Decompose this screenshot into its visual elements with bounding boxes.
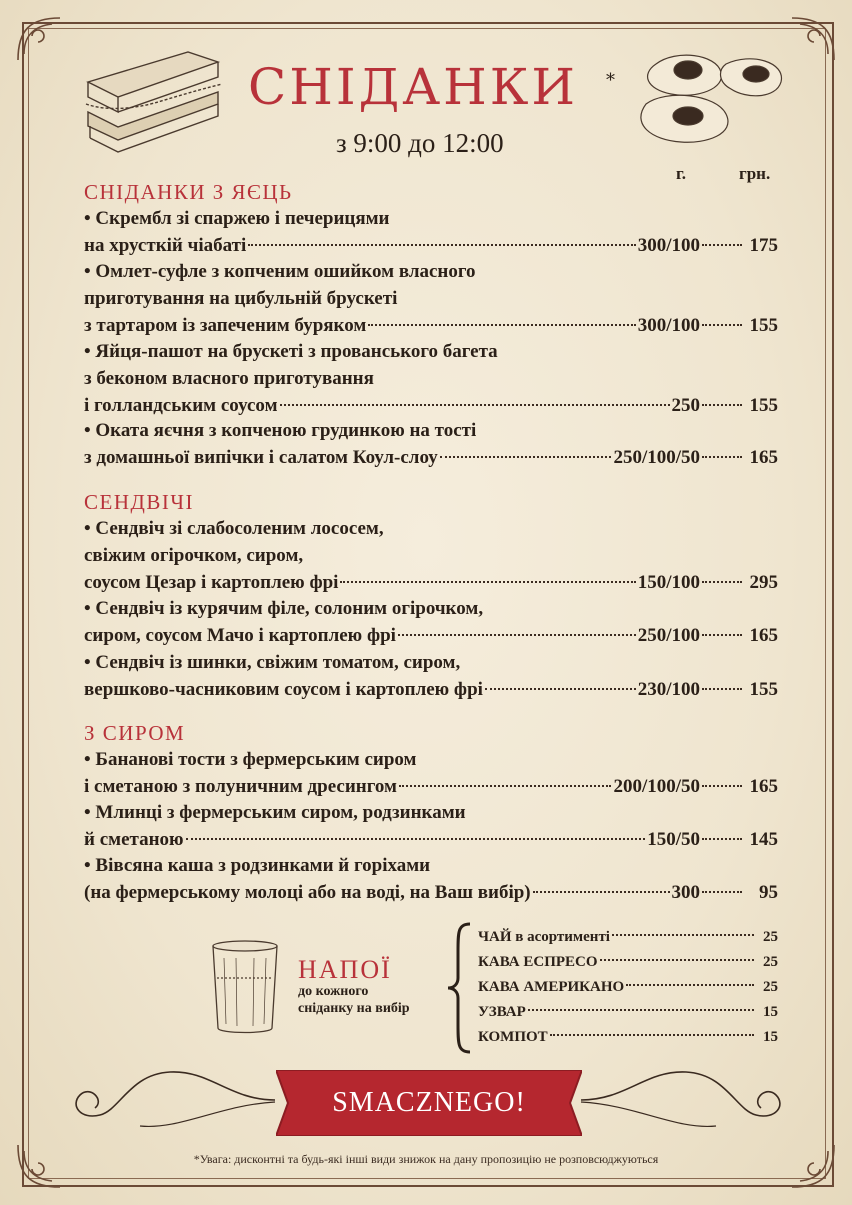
menu-item-weight: 250 [671, 395, 700, 416]
menu-item-weight: 230/100 [637, 679, 700, 700]
menu-item-price: 165 [749, 447, 778, 468]
menu-item-line: • Сендвіч із курячим філе, солоним огірочком, [84, 598, 484, 619]
drink-name: КАВА АМЕРИКАНО [478, 979, 625, 995]
menu-item-price-line [84, 570, 778, 596]
flourish-left-icon [60, 1060, 280, 1140]
menu-item-weight: 300/100 [637, 315, 700, 336]
weight-unit-label: г. [676, 164, 687, 183]
menu-item-line: • Омлет-суфле з копченим ошийком власного [84, 261, 476, 282]
drink-name: ЧАЙ в асортименті [478, 929, 610, 945]
curly-brace-icon [444, 922, 474, 1054]
menu-item-text: на хрусткій чіабаті [84, 235, 247, 256]
footnote: *Увага: дисконтні та будь-які інші види знижок на дану пропозицію не розповсюджуються [193, 1152, 659, 1166]
menu-item-line: свіжим огірочком, сиром, [84, 545, 304, 566]
menu-item-line: • Оката яєчня з копченою грудинкою на тості [84, 420, 477, 441]
menu-item-text: і голландським соусом [84, 395, 278, 416]
banner-text: SMACZNEGO! [332, 1087, 526, 1118]
menu-item-line: з беконом власного приготування [84, 368, 374, 389]
menu-item-price: 145 [749, 829, 778, 850]
fried-eggs-icon [626, 44, 796, 154]
drink-price: 25 [763, 929, 778, 945]
menu-item-text: з тартаром із запеченим буряком [84, 315, 367, 336]
drink-name: КАВА ЕСПРЕСО [478, 954, 598, 970]
section-title: СНІДАНКИ З ЯЄЦЬ [84, 180, 293, 204]
menu-item-weight: 150/100 [637, 572, 700, 593]
menu-item-line: • Вівсяна каша з родзинками й горіхами [84, 855, 431, 876]
sandwich-icon [78, 42, 228, 162]
menu-item-price: 155 [749, 395, 778, 416]
menu-item-weight: 200/100/50 [613, 776, 700, 797]
menu-item-line: приготування на цибульній брускеті [84, 288, 398, 309]
menu-item-price: 175 [749, 235, 778, 256]
flourish-right-icon [576, 1060, 796, 1140]
page-title: СНІДАНКИ [248, 58, 579, 116]
menu-item-price: 295 [749, 572, 778, 593]
menu-item-weight: 300 [671, 882, 700, 903]
menu-item-weight: 300/100 [637, 235, 700, 256]
section-title: СЕНДВІЧІ [84, 490, 194, 514]
menu-item-weight: 150/50 [647, 829, 700, 850]
drink-price: 15 [763, 1004, 778, 1020]
menu-item-price-line [84, 774, 778, 800]
drink-price: 25 [763, 979, 778, 995]
drink-item [478, 1025, 778, 1049]
menu-item-price-line [84, 313, 778, 339]
drinks-title: НАПОЇ [298, 955, 392, 984]
menu-item-line: • Скрембл зі спаржею і печерицями [84, 208, 390, 229]
drink-item [478, 950, 778, 974]
drink-price: 25 [763, 954, 778, 970]
menu-item-price: 165 [749, 776, 778, 797]
menu-item-price: 165 [749, 625, 778, 646]
glass-icon [208, 938, 282, 1038]
drinks-subtitle [298, 983, 410, 1017]
menu-item-line: • Яйця-пашот на брускеті з прованського багета [84, 341, 498, 362]
menu-item-text: з домашньої випічки і салатом Коул-слоу [84, 447, 438, 468]
menu-item-text: і сметаною з полуничним дресингом [84, 776, 397, 797]
menu-item-line: • Млинці з фермерським сиром, родзинками [84, 802, 466, 823]
drink-price: 15 [763, 1029, 778, 1045]
menu-item-price-line [84, 233, 778, 259]
title-asterisk: * [606, 70, 615, 91]
menu-item-line: • Сендвіч із шинки, свіжим томатом, сиром, [84, 652, 461, 673]
drinks-subtitle-line: сніданку на вибір [298, 1001, 410, 1016]
corner-flourish-icon [10, 10, 70, 70]
menu-item-price-line [84, 880, 778, 906]
serving-hours: з 9:00 до 12:00 [336, 128, 504, 158]
drink-name: КОМПОТ [478, 1029, 548, 1045]
menu-item-text: сиром, соусом Мачо і картоплею фрі [84, 625, 396, 646]
drinks-subtitle-line: до кожного [298, 984, 369, 999]
drink-item [478, 925, 778, 949]
menu-item-price-line [84, 393, 778, 419]
menu-item-line: • Бананові тости з фермерським сиром [84, 749, 417, 770]
menu-item-text: й сметаною [84, 829, 184, 850]
menu-item-weight: 250/100/50 [613, 447, 700, 468]
menu-item-price: 95 [759, 882, 778, 903]
menu-item-line: • Сендвіч зі слабосоленим лососем, [84, 518, 384, 539]
drink-name: УЗВАР [478, 1004, 526, 1020]
menu-item-price-line [84, 623, 778, 649]
menu-item-price-line [84, 445, 778, 471]
menu-item-text: (на фермерському молоці або на воді, на Ваш вибір) [84, 882, 531, 903]
menu-item-text: вершково-часниковим соусом і картоплею фрі [84, 679, 483, 700]
drink-item [478, 1000, 778, 1024]
drink-item [478, 975, 778, 999]
menu-item-text: соусом Цезар і картоплею фрі [84, 572, 339, 593]
menu-item-price-line [84, 827, 778, 853]
menu-item-price: 155 [749, 315, 778, 336]
menu-item-weight: 250/100 [637, 625, 700, 646]
menu-item-price-line [84, 677, 778, 703]
menu-item-price: 155 [749, 679, 778, 700]
section-title: З СИРОМ [84, 721, 186, 745]
price-unit-label: грн. [739, 164, 771, 183]
